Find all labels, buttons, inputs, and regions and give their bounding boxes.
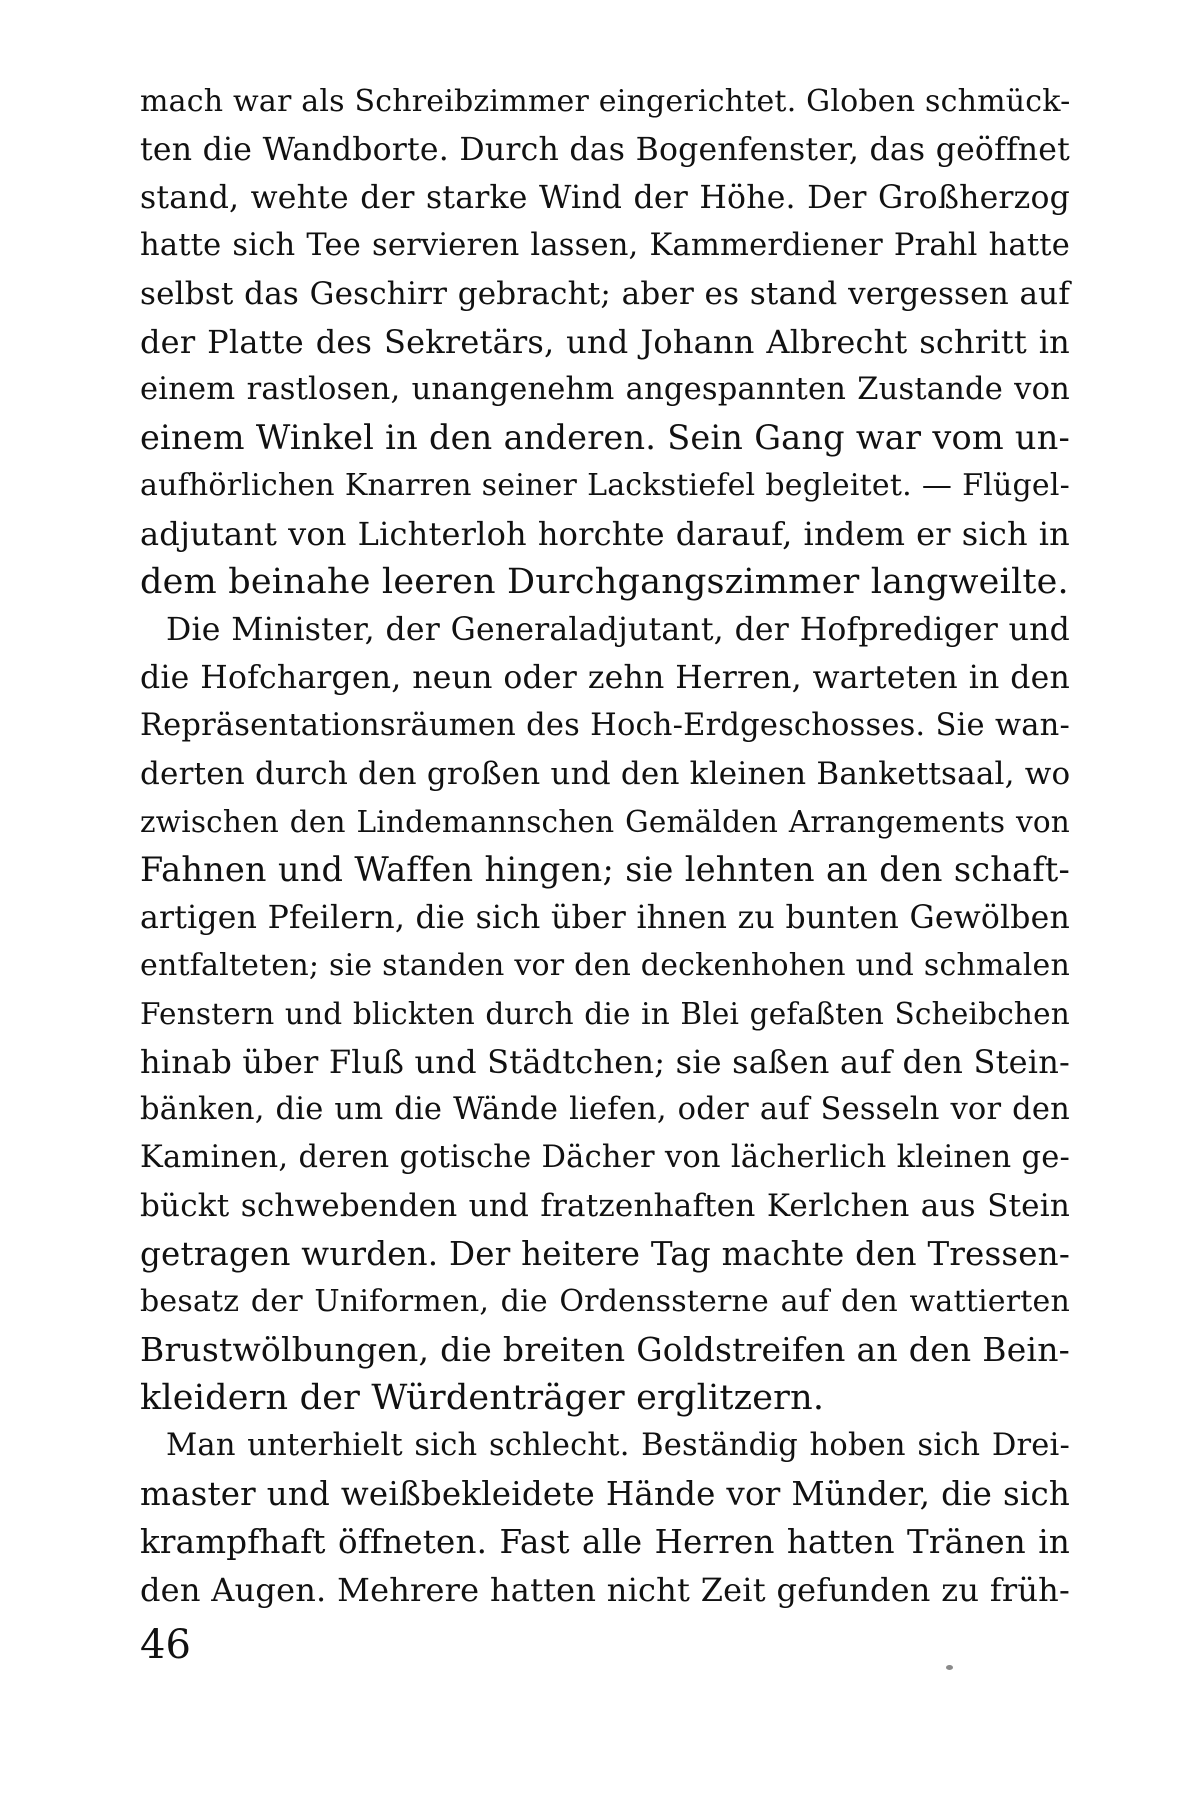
- paragraph-3: [140, 1422, 1070, 1614]
- text-line: zwischen den Lindemannschen Gemälden Arrangements von: [140, 805, 1070, 839]
- text-line: Fahnen und Waffen hingen; sie lehnten an den schaft-: [140, 850, 1070, 889]
- text-line: aufhörlichen Knarren seiner Lackstiefel begleitet. — Flügel-: [140, 468, 1070, 503]
- text-line: krampfhaft öffneten. Fast alle Herren hatten Tränen in: [140, 1523, 1070, 1561]
- text-line: bänken, die um die Wände liefen, oder auf Sesseln vor den: [140, 1092, 1070, 1127]
- text-line: Repräsentationsräumen des Hoch-Erdgeschosses. Sie wan-: [140, 708, 1070, 743]
- text-line: den Augen. Mehrere hatten nicht Zeit gefunden zu früh-: [140, 1571, 1070, 1609]
- text-line: Die Minister, der Generaladjutant, der Hofprediger und: [166, 612, 1070, 648]
- text-line: dem beinahe leeren Durchgangszimmer langweilte.: [140, 562, 1069, 602]
- text-line: Fenstern und blickten durch die in Blei gefaßten Scheibchen: [140, 997, 1070, 1031]
- page-number: 46: [140, 1622, 191, 1668]
- text-line: einem Winkel in den anderen. Sein Gang war vom un-: [140, 418, 1070, 457]
- page-text: [140, 78, 1070, 1614]
- text-line: master und weißbekleidete Hände vor Münder, die sich: [140, 1475, 1070, 1513]
- print-speck: [946, 1665, 953, 1670]
- text-line: Kaminen, deren gotische Dächer von lächerlich kleinen ge-: [140, 1140, 1070, 1175]
- text-line: Man unterhielt sich schlecht. Beständig hoben sich Drei-: [166, 1428, 1070, 1463]
- text-line: besatz der Uniformen, die Ordenssterne auf den wattierten: [140, 1284, 1070, 1319]
- paragraph-2: [140, 606, 1070, 1422]
- paragraph-1: [140, 78, 1070, 606]
- text-line: selbst das Geschirr gebracht; aber es stand vergessen auf: [140, 276, 1070, 312]
- text-line: stand, wehte der starke Wind der Höhe. Der Großherzog: [140, 180, 1070, 216]
- text-line: hinab über Fluß und Städtchen; sie saßen auf den Stein-: [140, 1043, 1071, 1081]
- text-line: hatte sich Tee servieren lassen, Kammerdiener Prahl hatte: [140, 228, 1070, 263]
- text-line: artigen Pfeilern, die sich über ihnen zu bunten Gewölben: [140, 900, 1070, 936]
- text-line: die Hofchargen, neun oder zehn Herren, warteten in den: [140, 660, 1070, 696]
- text-line: ten die Wandborte. Durch das Bogenfenster, das geöffnet: [140, 132, 1070, 168]
- text-line: kleidern der Würdenträger erglitzern.: [140, 1378, 825, 1418]
- text-line: der Platte des Sekretärs, und Johann Albrecht schritt in: [140, 323, 1070, 361]
- text-line: mach war als Schreibzimmer eingerichtet. Globen schmück-: [140, 84, 1071, 119]
- text-line: getragen wurden. Der heitere Tag machte den Tressen-: [140, 1235, 1070, 1273]
- text-line: Brustwölbungen, die breiten Goldstreifen an den Bein-: [140, 1330, 1070, 1369]
- text-line: derten durch den großen und den kleinen Bankettsaal, wo: [140, 756, 1071, 792]
- text-line: entfalteten; sie standen vor den deckenhohen und schmalen: [140, 948, 1070, 983]
- text-line: einem rastlosen, unangenehm angespannten Zustande von: [140, 372, 1070, 407]
- text-line: bückt schwebenden und fratzenhaften Kerlchen aus Stein: [140, 1188, 1070, 1224]
- text-line: adjutant von Lichterloh horchte darauf, indem er sich in: [140, 515, 1070, 553]
